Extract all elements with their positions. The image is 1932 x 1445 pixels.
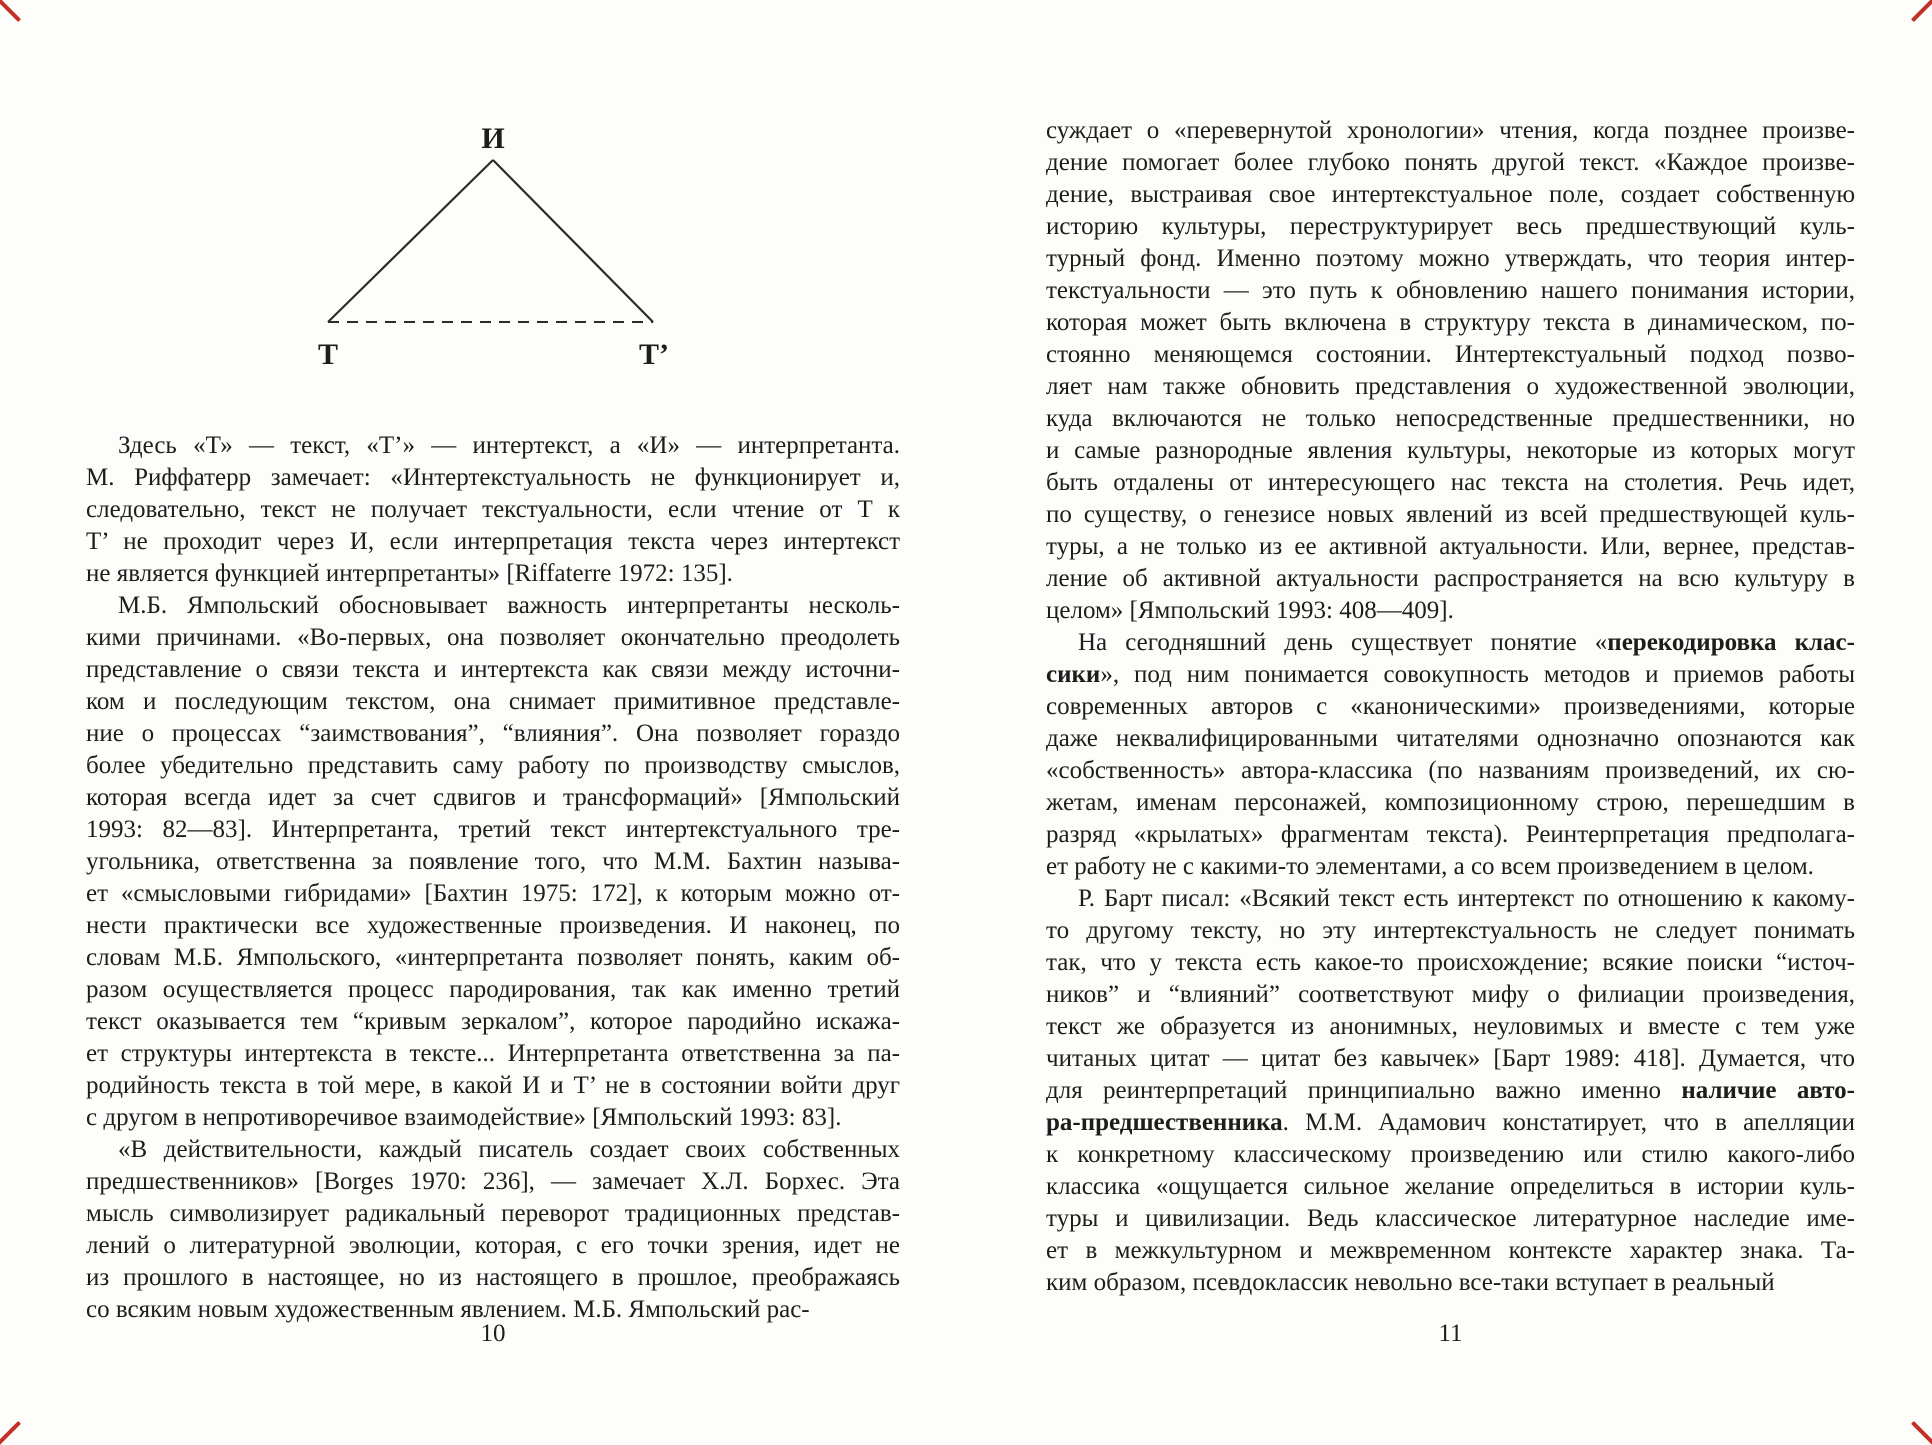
text-segment: дение, выстраивая свое интертекстуальное поле, создает собственную (1046, 181, 1855, 208)
text-segment: так, что у текста есть какое-то происхождение; всякие поиски “источ- (1046, 949, 1855, 976)
text-segment: На сегодняшний день существует понятие « (1078, 629, 1608, 656)
text-line (1046, 307, 1855, 339)
text-line (86, 718, 900, 750)
text-segment: историю культуры, переструктурирует весь предшествующий куль- (1046, 213, 1855, 240)
text-segment: мысль символизирует радикальный переворот традиционных представ- (86, 1200, 900, 1227)
text-segment: читаных цитат — цитат без кавычек» [Барт 1989: 418]. Думается, что (1046, 1045, 1855, 1072)
text-segment: М. Риффатерр замечает: «Интертекстуальность не функционирует и, (86, 464, 900, 491)
text-line (1046, 467, 1855, 499)
text-segment: турный фонд. Именно поэтому можно утверждать, что теория интер- (1046, 245, 1855, 272)
text-line (86, 974, 900, 1006)
text-line (86, 622, 900, 654)
text-line (1046, 1075, 1855, 1107)
text-line (1046, 1171, 1855, 1203)
text-segment: текстуальности — это путь к обновлению нашего понимания истории, (1046, 277, 1855, 304)
text-segment: со всяким новым художественным явлением. М.Б. Ямпольский рас- (86, 1296, 810, 1323)
text-segment: ние о процессах “заимствования”, “влияния”. Она позволяет гораздо (86, 720, 900, 747)
text-segment: «В действительности, каждый писатель создает своих собственных (118, 1136, 900, 1163)
text-line (86, 430, 900, 462)
text-segment: из прошлого в настоящее, но из настоящего в прошлое, преображаясь (86, 1264, 900, 1291)
text-segment: следовательно, текст не получает текстуальности, если чтение от Т к (86, 496, 900, 523)
text-line (1046, 1235, 1855, 1267)
text-segment: . М.М. Адамович констатирует, что в апелляции (1282, 1109, 1855, 1136)
text-segment: не является функцией интерпретанты» [Riffaterre 1972: 135]. (86, 560, 733, 587)
text-line (1046, 275, 1855, 307)
text-segment: 1993: 82—83]. Интерпретанта, третий текст интертекстуального тре- (86, 816, 900, 843)
text-segment: ников” и “влияний” соответствуют мифу о филиации произведения, (1046, 981, 1855, 1008)
text-segment: современных авторов с «каноническими» произведениями, которые (1046, 693, 1855, 720)
text-segment: разряд «крылатых» фрагментам текста). Реинтерпретация предполага- (1046, 821, 1855, 848)
text-segment: лений о литературной эволюции, которая, с его точки зрения, идет не (86, 1232, 900, 1259)
text-line (86, 1262, 900, 1294)
text-line (1046, 979, 1855, 1011)
paragraph (86, 590, 900, 1134)
text-segment: разом осуществляется процесс пародирования, так как именно третий (86, 976, 900, 1003)
text-line (1046, 115, 1855, 147)
text-line (86, 1070, 900, 1102)
text-line (1046, 403, 1855, 435)
text-line (1046, 659, 1855, 691)
right-page-text-column (1046, 115, 1855, 1299)
text-segment: ет работу не с какими-то элементами, а со всем произведением в целом. (1046, 853, 1814, 880)
text-line (1046, 883, 1855, 915)
text-line (1046, 1107, 1855, 1139)
text-segment: быть отдалены от интересующего нас текста на столетия. Речь идет, (1046, 469, 1855, 496)
text-line (1046, 787, 1855, 819)
bold-term: наличие авто- (1681, 1077, 1855, 1104)
paragraph (86, 430, 900, 590)
text-line (86, 814, 900, 846)
text-line (86, 1134, 900, 1166)
text-segment: туры, а не только из ее активной актуальности. Или, вернее, представ- (1046, 533, 1855, 560)
text-line (86, 942, 900, 974)
text-segment: к конкретному классическому произведению или стилю какого-либо (1046, 1141, 1855, 1168)
text-line (86, 686, 900, 718)
text-line (86, 462, 900, 494)
text-segment: текст же образуется из анонимных, неуловимых и вместе с тем уже (1046, 1013, 1855, 1040)
text-line (1046, 179, 1855, 211)
text-line (86, 1102, 900, 1134)
text-segment: кими причинами. «Во-первых, она позволяет окончательно преодолеть (86, 624, 900, 651)
text-line (1046, 819, 1855, 851)
paragraph (86, 1134, 900, 1326)
bold-term: ра-предшественника (1046, 1109, 1283, 1136)
text-segment: дение помогает более глубоко понять другой текст. «Каждое произве- (1046, 149, 1855, 176)
triangle-right-side (493, 160, 653, 322)
text-line (86, 494, 900, 526)
text-line (86, 590, 900, 622)
diagram-label-intertext: Т’ (639, 338, 669, 371)
text-segment: ком и последующим текстом, она снимает примитивное представле- (86, 688, 900, 715)
text-line (86, 526, 900, 558)
left-page-text-column (86, 430, 900, 1326)
text-line (1046, 851, 1855, 883)
text-segment: «собственность» автора-классика (по названиям произведений, их сю- (1046, 757, 1855, 784)
text-segment: », под ним понимается совокупность методов и приемов работы (1100, 661, 1855, 688)
text-segment: ляет нам также обновить представления о художественной эволюции, (1046, 373, 1855, 400)
text-segment: классика «ощущается сильное желание определиться в истории куль- (1046, 1173, 1855, 1200)
text-segment: М.Б. Ямпольский обосновывает важность интерпретанты несколь- (118, 592, 900, 619)
text-segment: стоянно меняющемся состоянии. Интертекстуальный подход позво- (1046, 341, 1855, 368)
text-line (1046, 947, 1855, 979)
text-segment: Здесь «Т» — текст, «Т’» — интертекст, а «И» — интерпретанта. (118, 432, 900, 459)
text-segment: целом» [Ямпольский 1993: 408—409]. (1046, 597, 1454, 624)
text-line (86, 1198, 900, 1230)
text-line (1046, 435, 1855, 467)
text-line (1046, 691, 1855, 723)
text-line (86, 878, 900, 910)
diagram-label-text: Т (317, 338, 339, 371)
text-line (86, 1166, 900, 1198)
text-segment: ким образом, псевдоклассик невольно все-таки вступает в реальный (1046, 1269, 1775, 1296)
crop-mark-bottom-right (1911, 1421, 1932, 1445)
text-line (1046, 627, 1855, 659)
text-line (1046, 1043, 1855, 1075)
text-segment: ление об активной актуальности распространяется на всю культуру в (1046, 565, 1855, 592)
triangle-left-side (328, 160, 493, 322)
text-line (1046, 1011, 1855, 1043)
text-segment: то другому тексту, но эту интертекстуальность не следует понимать (1046, 917, 1855, 944)
text-segment: нести практически все художественные произведения. И наконец, по (86, 912, 900, 939)
text-segment: для реинтерпретаций принципиально важно именно (1046, 1077, 1682, 1104)
text-segment: более убедительно представить саму работу по производству смыслов, (86, 752, 900, 779)
text-segment: родийность текста в той мере, в какой И и Т’ не в состоянии войти друг (86, 1072, 900, 1099)
diagram-label-interpretant: И (481, 122, 505, 155)
text-segment: и самые разнородные явления культуры, некоторые из которых могут (1046, 437, 1855, 464)
text-segment: представление о связи текста и интертекста как связи между источни- (86, 656, 900, 683)
text-segment: жетам, именам персонажей, композиционному строю, перешедшим в (1046, 789, 1855, 816)
text-segment: которая может быть включена в структуру текста в динамическом, по- (1046, 309, 1855, 336)
text-line (86, 1006, 900, 1038)
text-line (1046, 1203, 1855, 1235)
text-line (1046, 243, 1855, 275)
text-line (86, 846, 900, 878)
text-segment: предшественников» [Borges 1970: 236], — замечает Х.Л. Борхес. Эта (86, 1168, 900, 1195)
text-segment: с другом в непротиворечивое взаимодействие» [Ямпольский 1993: 83]. (86, 1104, 842, 1131)
paragraph (1046, 883, 1855, 1299)
text-line (1046, 339, 1855, 371)
text-line (1046, 211, 1855, 243)
crop-mark-bottom-left (0, 1421, 21, 1445)
text-line (1046, 755, 1855, 787)
text-segment: текст оказывается тем “кривым зеркалом”, которое пародийно искажа- (86, 1008, 900, 1035)
page-number-right: 11 (1438, 1320, 1463, 1347)
text-segment: которая всегда идет за счет сдвигов и трансформаций» [Ямпольский (86, 784, 900, 811)
text-segment: суждает о «перевернутой хронологии» чтения, когда позднее произве- (1046, 117, 1855, 144)
paragraph (1046, 115, 1855, 627)
text-line (86, 910, 900, 942)
text-segment: даже неквалифицированными читателями однозначно опознаются как (1046, 725, 1855, 752)
paragraph (1046, 627, 1855, 883)
text-line (1046, 595, 1855, 627)
text-segment: туры и цивилизации. Ведь классическое литературное наследие име- (1046, 1205, 1855, 1232)
text-segment: куда включаются не только непосредственные предшественники, но (1046, 405, 1855, 432)
crop-mark-top-right (1911, 0, 1932, 22)
text-segment: ет в межкультурном и межвременном контексте характер знака. Та- (1046, 1237, 1855, 1264)
page-number-left: 10 (480, 1320, 506, 1347)
text-line (1046, 1139, 1855, 1171)
text-line (86, 782, 900, 814)
text-segment: ет «смысловыми гибридами» [Бахтин 1975: 172], к которым можно от- (86, 880, 900, 907)
text-line (1046, 915, 1855, 947)
text-line (86, 750, 900, 782)
text-segment: ет структуры интертекста в тексте... Интерпретанта ответственна за па- (86, 1040, 900, 1067)
text-line (86, 1230, 900, 1262)
text-line (1046, 147, 1855, 179)
text-segment: Т’ не проходит через И, если интерпретация текста через интертекст (86, 528, 900, 555)
text-line (1046, 723, 1855, 755)
text-segment: по существу, о генезисе новых явлений из всей предшествующей куль- (1046, 501, 1855, 528)
text-line (1046, 1267, 1855, 1299)
bold-term: перекодировка клас- (1607, 629, 1855, 656)
text-line (1046, 531, 1855, 563)
text-line (1046, 371, 1855, 403)
text-line (86, 1038, 900, 1070)
text-line (1046, 563, 1855, 595)
crop-mark-top-left (0, 0, 21, 22)
text-line (86, 558, 900, 590)
intertextuality-triangle-diagram (268, 92, 712, 382)
bold-term: сики (1046, 661, 1101, 688)
text-segment: Р. Барт писал: «Всякий текст есть интертекст по отношению к какому- (1078, 885, 1855, 912)
text-line (86, 654, 900, 686)
text-line (1046, 499, 1855, 531)
text-segment: угольника, ответственна за появление того, что М.М. Бахтин называ- (86, 848, 900, 875)
text-segment: словам М.Б. Ямпольского, «интерпретанта позволяет понять, каким об- (86, 944, 900, 971)
